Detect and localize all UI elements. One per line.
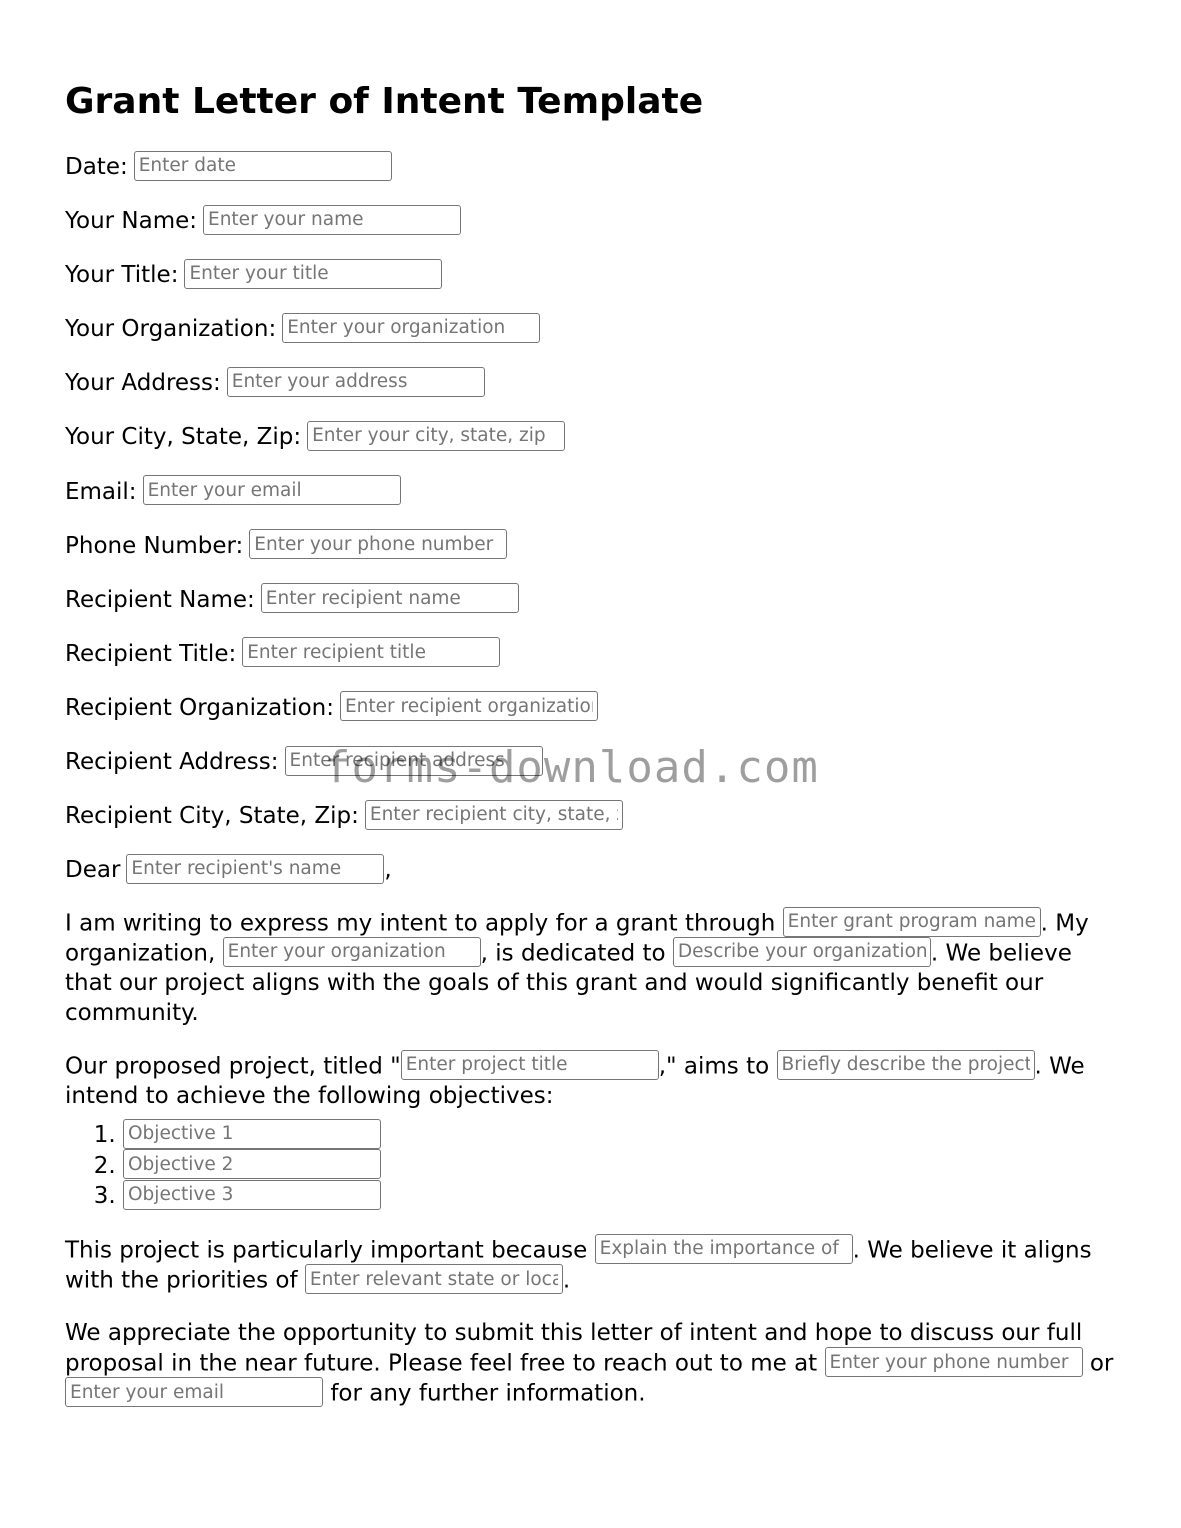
intent-paragraph [65, 909, 1125, 1029]
your-name-field-row [65, 206, 1125, 237]
objective-3-input[interactable] [123, 1180, 381, 1210]
date-label: Date: [65, 154, 128, 180]
grant-program-input[interactable] [783, 907, 1041, 937]
project-text-1: Our proposed project, titled " [65, 1053, 401, 1080]
intent-text-4: . We believe that our project aligns with the goals of this grant and would significantly benefit our community. [65, 940, 1072, 1026]
email-input[interactable] [143, 475, 401, 505]
list-item [123, 1151, 1125, 1182]
your-name-label: Your Name: [65, 208, 198, 235]
watermark: forms-download.com [324, 742, 819, 793]
objective-2-input[interactable] [123, 1149, 381, 1179]
project-title-input[interactable] [401, 1050, 659, 1080]
closing-text-2: or [1089, 1350, 1114, 1377]
your-city-state-zip-label: Your City, State, Zip: [65, 424, 302, 451]
recipient-name-input[interactable] [261, 583, 519, 613]
letter-form [65, 78, 1125, 1432]
recipient-title-field-row [65, 639, 1125, 670]
list-item [123, 1181, 1125, 1212]
your-title-input[interactable] [184, 259, 442, 289]
intent-text-1: I am writing to express my intent to apply for a grant through [65, 910, 776, 937]
intent-organization-input[interactable] [223, 937, 481, 967]
closing-paragraph [65, 1319, 1125, 1409]
priorities-input[interactable] [305, 1264, 563, 1294]
project-text-3: . We intend to achieve the following objectives: [65, 1053, 1085, 1109]
your-address-field-row [65, 368, 1125, 399]
your-address-label: Your Address: [65, 370, 221, 397]
recipient-address-label: Recipient Address: [65, 749, 279, 776]
recipient-title-input[interactable] [242, 637, 500, 667]
phone-number-field-row [65, 531, 1125, 562]
recipient-address-field-row [65, 747, 1125, 778]
your-title-field-row [65, 260, 1125, 291]
project-description-input[interactable] [777, 1050, 1035, 1080]
list-item [123, 1120, 1125, 1151]
closing-email-input[interactable] [65, 1377, 323, 1407]
email-label: Email: [65, 478, 137, 505]
importance-paragraph [65, 1236, 1125, 1296]
intent-text-3: , is dedicated to [480, 940, 666, 967]
project-text-2: ," aims to [658, 1053, 770, 1080]
recipient-city-state-zip-field-row [65, 801, 1125, 832]
recipient-address-input[interactable] [285, 746, 543, 776]
your-address-input[interactable] [227, 367, 485, 397]
your-organization-label: Your Organization: [65, 316, 277, 343]
importance-text-2: . We believe it aligns with the priorities of [65, 1237, 1092, 1294]
email-field-row [65, 477, 1125, 508]
recipient-organization-input[interactable] [340, 691, 598, 721]
your-city-state-zip-field-row [65, 422, 1125, 453]
recipient-organization-field-row [65, 693, 1125, 724]
intent-text-2: . My organization, [65, 910, 1089, 967]
your-title-label: Your Title: [65, 262, 179, 289]
phone-number-input[interactable] [249, 529, 507, 559]
recipient-title-label: Recipient Title: [65, 640, 237, 667]
date-input[interactable] [134, 151, 392, 181]
importance-text-3: . [562, 1267, 571, 1294]
closing-text-1: We appreciate the opportunity to submit this letter of intent and hope to discuss our full proposal in the near future. Please feel free to reach out to me at [65, 1320, 1083, 1377]
recipient-salutation-input[interactable] [126, 854, 384, 884]
page-title: Grant Letter of Intent Template [65, 81, 704, 122]
recipient-city-state-zip-label: Recipient City, State, Zip: [65, 803, 359, 830]
recipient-name-label: Recipient Name: [65, 586, 255, 613]
importance-input[interactable] [595, 1234, 853, 1264]
recipient-city-state-zip-input[interactable] [365, 800, 623, 830]
recipient-name-field-row [65, 585, 1125, 616]
objective-1-input[interactable] [123, 1119, 381, 1149]
closing-phone-input[interactable] [825, 1347, 1083, 1377]
your-organization-input[interactable] [282, 313, 540, 343]
your-organization-field-row [65, 314, 1125, 345]
project-paragraph [65, 1052, 1125, 1112]
date-field-row [65, 152, 1125, 183]
objectives-list [65, 1120, 1125, 1212]
organization-description-input[interactable] [673, 937, 931, 967]
recipient-organization-label: Recipient Organization: [65, 694, 334, 721]
salutation-prefix: Dear [65, 857, 121, 884]
your-name-input[interactable] [203, 205, 461, 235]
salutation [65, 855, 1125, 886]
your-city-state-zip-input[interactable] [307, 421, 565, 451]
phone-number-label: Phone Number: [65, 532, 244, 559]
closing-text-3: for any further information. [330, 1380, 646, 1407]
salutation-comma: , [384, 857, 392, 884]
importance-text-1: This project is particularly important because [65, 1237, 588, 1264]
